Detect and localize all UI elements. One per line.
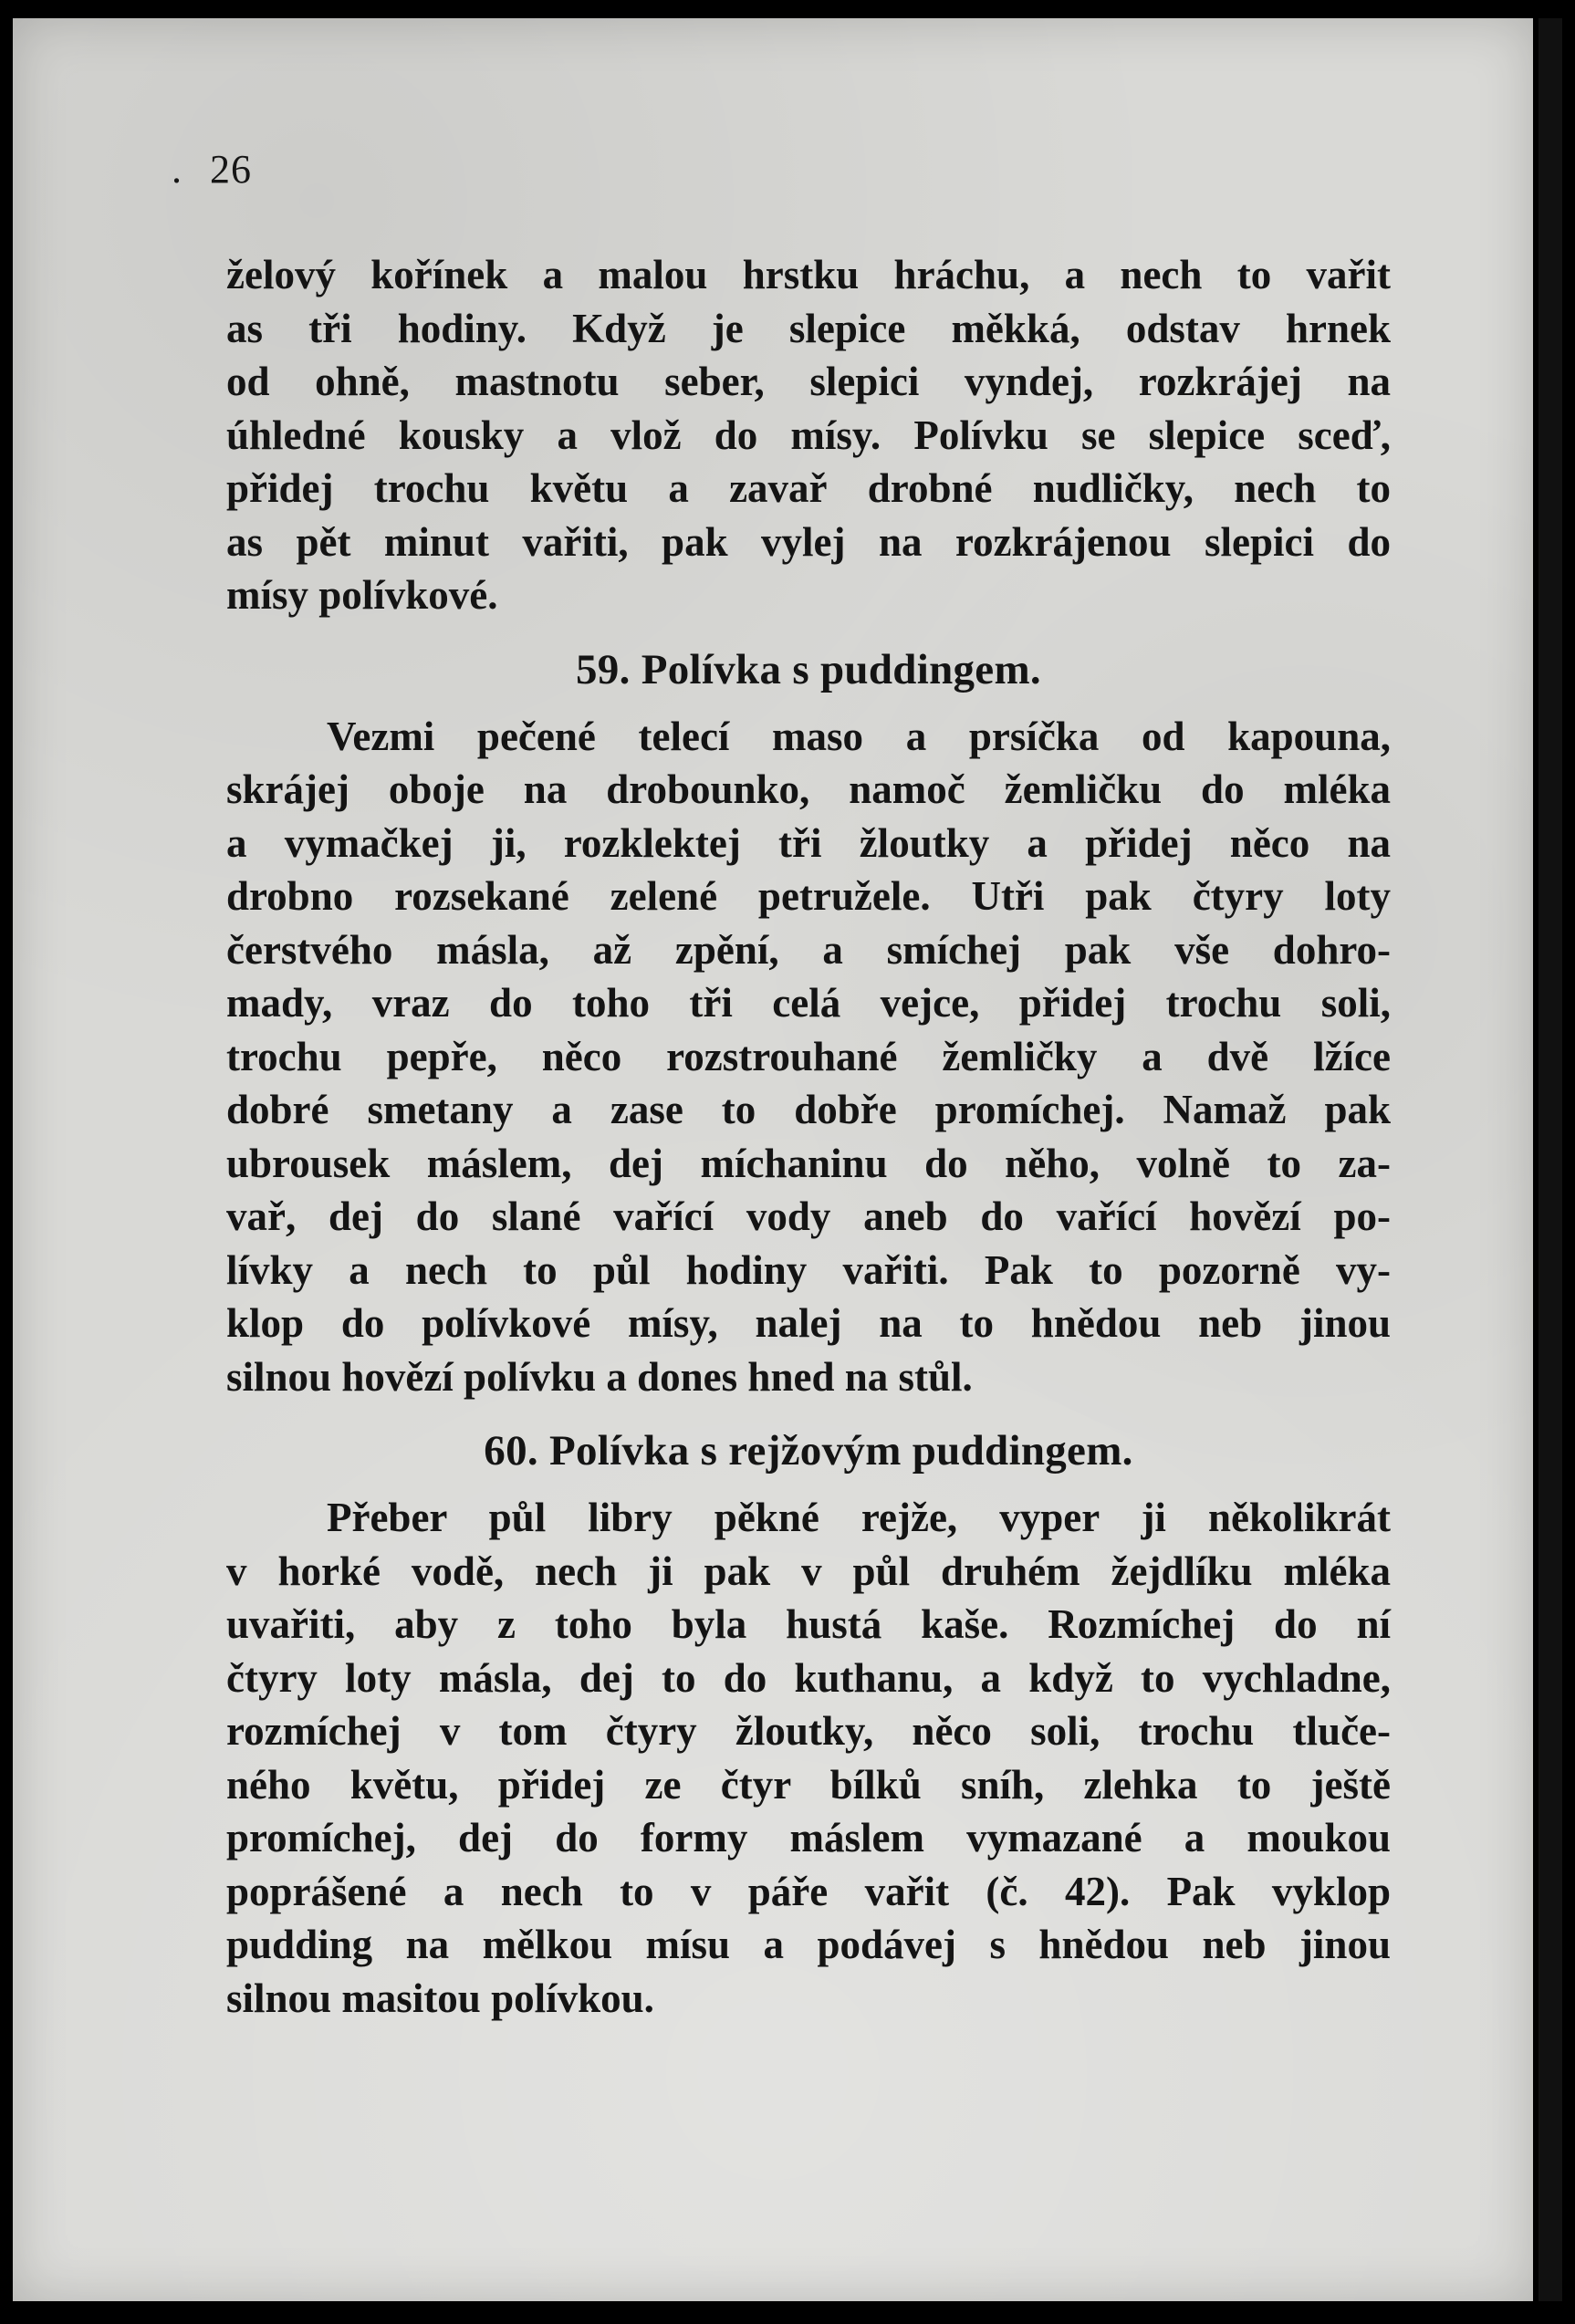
text-line: trochu pepře, něco rozstrouhané žemličky a dvě lžíce — [226, 1033, 1391, 1079]
text-line: od ohně, mastnotu seber, slepici vyndej, rozkrájej na — [226, 359, 1391, 404]
text-line: skrájej oboje na drobounko, namoč žemličku do mléka — [226, 766, 1391, 812]
text-line: Přeber půl libry pěkné rejže, vyper ji několikrát — [327, 1495, 1391, 1540]
text-line: mady, vraz do toho tři celá vejce, přidej trochu soli, — [226, 980, 1391, 1026]
text-line: as tři hodiny. Když je slepice měkká, odstav hrnek — [226, 305, 1391, 351]
text-line: přidej trochu květu a zavař drobné nudličky, nech to — [226, 465, 1391, 511]
text-line: silnou hovězí polívku a dones hned na stůl. — [226, 1353, 973, 1400]
text-line: a vymačkej ji, rozklektej tři žloutky a přidej něco na — [226, 819, 1391, 866]
page-number: . 26 — [210, 146, 252, 193]
text-line: čerstvého másla, až zpění, a smíchej pak vše dohro- — [226, 926, 1391, 973]
recipe-heading-60: 60. Polívka s rejžovým puddingem. — [484, 1427, 1133, 1475]
text-line: pudding na mělkou mísu a podávej s hnědou neb jinou — [226, 1922, 1391, 1967]
text-line: úhledné kousky a vlož do mísy. Polívku se slepice sceď, — [226, 412, 1391, 458]
text-line: v horké vodě, nech ji pak v půl druhém žejdlíku mléka — [226, 1548, 1391, 1594]
text-line: ného květu, přidej ze čtyr bílků sníh, zlehka to ještě — [226, 1761, 1391, 1808]
recipe-59-body — [226, 710, 1391, 1404]
text-line: as pět minut vařiti, pak vylej na rozkrájenou slepici do — [226, 518, 1391, 565]
text-line: poprášené a nech to v páře vařit (č. 42). Pak vyklop — [226, 1868, 1391, 1914]
recipe-heading-59: 59. Polívka s puddingem. — [576, 645, 1041, 693]
text-line: ubrousek máslem, dej míchaninu do něho, volně to za- — [226, 1140, 1391, 1186]
text-line: promíchej, dej do formy máslem vymazané a moukou — [226, 1815, 1391, 1860]
text-line: rozmíchej v tom čtyry žloutky, něco soli, trochu tluče- — [226, 1708, 1391, 1754]
page-edge-shadow — [1538, 18, 1562, 2301]
recipe-60-body — [226, 1491, 1391, 2025]
text-line: lívky a nech to půl hodiny vařiti. Pak to pozorně vy- — [226, 1246, 1391, 1293]
text-line: želový kořínek a malou hrstku hráchu, a nech to vařit — [226, 252, 1391, 297]
text-line: drobno rozsekané zelené petružele. Utři pak čtyry loty — [226, 873, 1391, 919]
text-line: vař, dej do slané vařící vody aneb do vařící hovězí po- — [226, 1193, 1391, 1239]
text-line: dobré smetany a zase to dobře promíchej. Namaž pak — [226, 1087, 1391, 1132]
page-content — [226, 248, 1391, 2025]
text-line: Vezmi pečené telecí maso a prsíčka od kapouna, — [327, 713, 1391, 759]
paragraph-continuation — [226, 248, 1391, 622]
text-line: čtyry loty másla, dej to do kuthanu, a když to vychladne, — [226, 1654, 1391, 1701]
text-line: uvařiti, aby z toho byla hustá kaše. Rozmíchej do ní — [226, 1601, 1391, 1647]
text-line: mísy polívkové. — [226, 572, 498, 618]
text-line: silnou masitou polívkou. — [226, 1975, 654, 2021]
text-line: klop do polívkové mísy, nalej na to hnědou neb jinou — [226, 1300, 1391, 1346]
